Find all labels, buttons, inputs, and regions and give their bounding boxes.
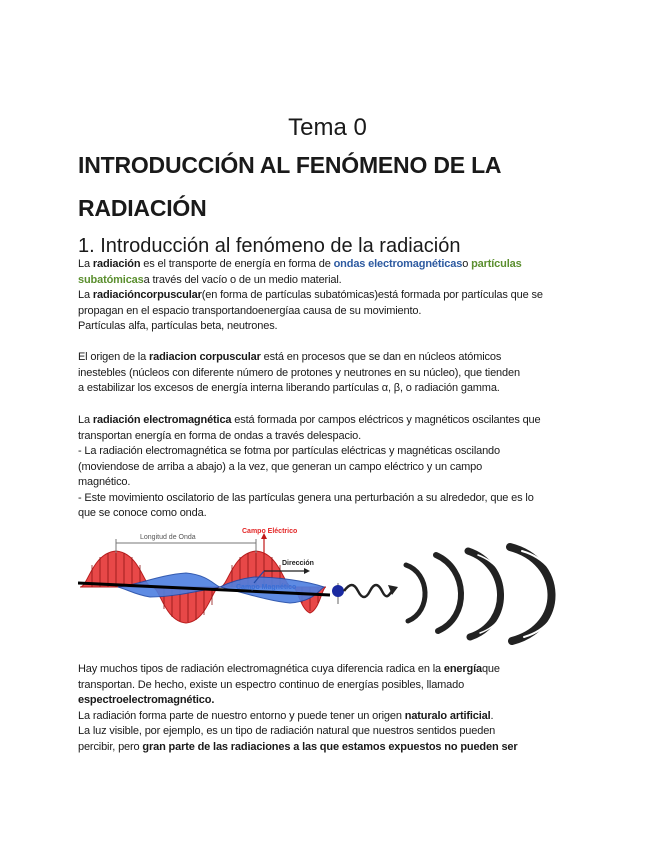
page-title bbox=[78, 144, 638, 230]
particle-dot bbox=[332, 585, 344, 597]
text-line: percibir, pero gran parte de las radiaciones a las que estamos expuestos no pueden ser bbox=[78, 740, 518, 753]
wavefront-1 bbox=[406, 565, 425, 621]
text-line: subatómicasa través del vacío o de un medio material. bbox=[78, 273, 342, 286]
term-subatomicas: subatómicas bbox=[78, 273, 144, 286]
label-wavelength: Longitud de Onda bbox=[140, 534, 196, 541]
text-line: El origen de la radiacion corpuscular está en procesos que se dan en núcleos atómicos bbox=[78, 351, 502, 363]
term-particulas: partículas bbox=[471, 258, 522, 270]
topic-label: Tema 0 bbox=[288, 114, 367, 141]
title-line-2: RADIACIÓN bbox=[78, 195, 207, 221]
term-radiacion-corpuscular: radiacion corpuscular bbox=[148, 351, 261, 363]
text-line: inestebles (núcleos con diferente número de protones y neutrones en su núcleo), que tienden bbox=[78, 366, 520, 379]
text-line bbox=[78, 693, 583, 709]
term-radiacion: radiación bbox=[92, 258, 141, 270]
em-wave-figure bbox=[78, 525, 580, 645]
paragraph-spectrum bbox=[78, 662, 583, 755]
text-line: magnético. bbox=[78, 476, 131, 488]
text-line: Hay muchos tipos de radiación electromagnética cuya diferencia radica en la energíaque bbox=[78, 663, 500, 675]
text-line: La radiación electromagnética está formada por campos eléctricos y magnéticos oscilantes que bbox=[78, 414, 541, 426]
text-line: La luz visible, por ejemplo, es un tipo de radiación natural que nuestros sentidos pueden bbox=[78, 725, 496, 737]
text-line: Partículas alfa, partículas beta, neutrones. bbox=[78, 320, 278, 332]
text-line: (moviendose de arriba a abajo) a la vez, que generan un campo eléctrico y un campo bbox=[78, 460, 483, 473]
text-line: transportan energía en forma de ondas a través delespacio. bbox=[78, 429, 361, 442]
term-radiacion-electromagnetica: radiación electromagnética bbox=[92, 414, 232, 426]
label-direction: Dirección bbox=[282, 560, 314, 567]
term-ondas-electromagneticas: ondas electromagnéticas bbox=[333, 258, 463, 270]
text-line: que se conoce como onda. bbox=[78, 507, 207, 519]
section-heading: 1. Introducción al fenómeno de la radiación bbox=[78, 235, 461, 257]
paragraph-definition bbox=[78, 257, 583, 335]
title-line-1: INTRODUCCIÓN AL FENÓMENO DE LA bbox=[78, 152, 502, 178]
text-line: La radiación es el transporte de energía en forma de ondas electromagnéticaso partículas bbox=[78, 258, 522, 270]
wavy-emission-line bbox=[344, 585, 392, 597]
text-line: propagan en el espacio transportandoenergíaa causa de su movimiento. bbox=[78, 304, 422, 317]
text-line: - Este movimiento oscilatorio de las partículas genera una perturbación a su alrededor, que es lo bbox=[78, 491, 534, 504]
text-line: a estabilizar los excesos de energía interna liberando partículas α, β, o radiación gamma. bbox=[78, 382, 500, 394]
oscillating-particle-illustration bbox=[332, 547, 559, 641]
term-natural-artificial: naturalo artificial bbox=[404, 709, 491, 722]
em-wave-diagram bbox=[78, 525, 580, 645]
wavefront-2 bbox=[436, 555, 461, 631]
label-magnetic-field: Campo Magnético bbox=[236, 584, 297, 591]
text-line: transportan. De hecho, existe un espectro continuo de energías posibles, llamado bbox=[78, 678, 465, 691]
wavefront-4 bbox=[510, 547, 552, 641]
wavelength-bracket bbox=[116, 539, 256, 553]
term-energia: energía bbox=[443, 663, 482, 675]
term-espectro: espectroelectromagnético. bbox=[78, 694, 215, 706]
term-no-perceptible: gran parte de las radiaciones a las que estamos expuestos no pueden ser bbox=[142, 740, 518, 753]
paragraph-electromagnetic bbox=[78, 413, 583, 522]
text-line: - La radiación electromagnética se fotma por partículas eléctricas y magnéticas oscilando bbox=[78, 445, 500, 457]
direction-arrowhead bbox=[304, 568, 310, 574]
text-line: La radiación forma parte de nuestro entorno y puede tener un origen naturalo artificial. bbox=[78, 709, 494, 722]
label-electric-field: Campo Eléctrico bbox=[242, 528, 298, 535]
term-radiacion-corpuscular: radiacióncorpuscular bbox=[92, 289, 202, 301]
text-line: La radiacióncorpuscular(en forma de partículas subatómicas)está formada por partículas que se bbox=[78, 289, 543, 301]
paragraph-corpuscular-origin bbox=[78, 350, 583, 397]
